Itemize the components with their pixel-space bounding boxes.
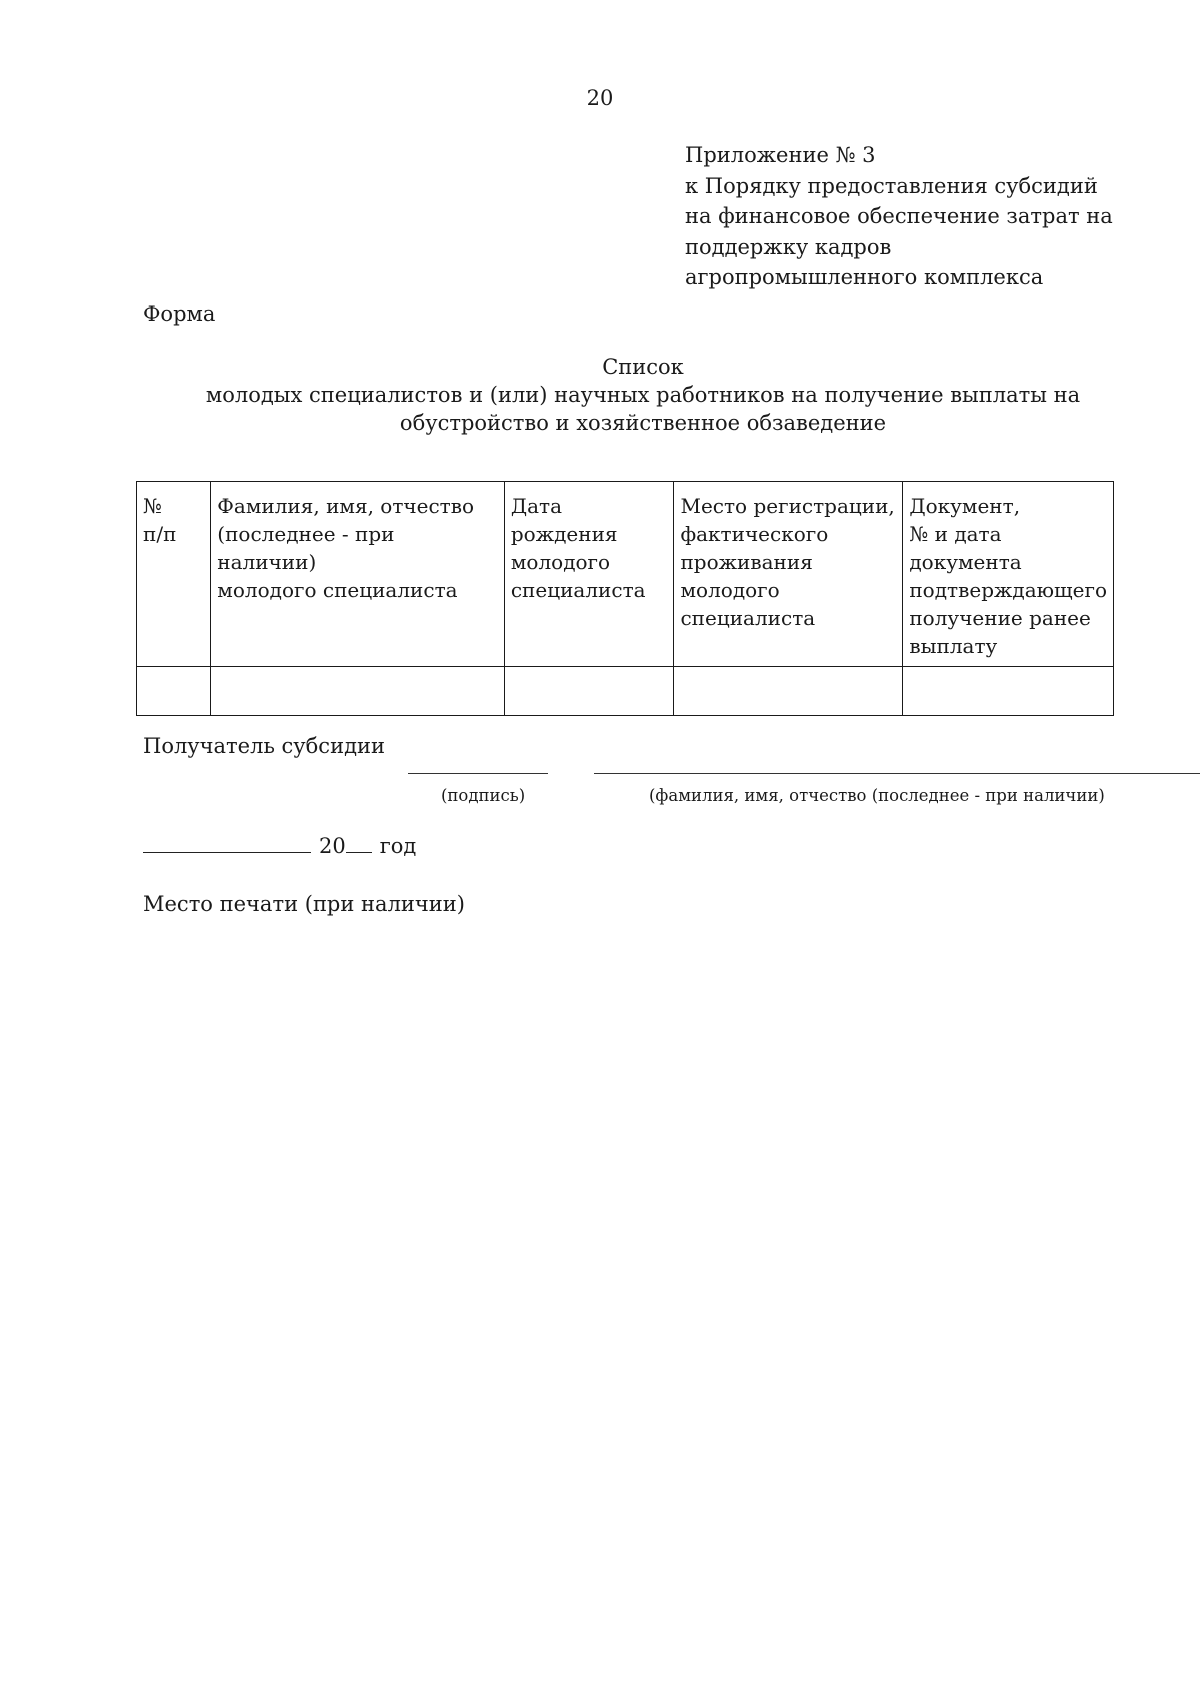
stamp-label: Место печати (при наличии) bbox=[143, 892, 465, 916]
header-cell-document bbox=[903, 482, 1114, 667]
header-text: Фамилия, имя, отчество (последнее - при наличии) молодого специалиста bbox=[217, 494, 475, 602]
year-suffix: год bbox=[379, 834, 417, 858]
year-blank[interactable] bbox=[346, 832, 372, 853]
header-cell-birth-date bbox=[504, 482, 674, 667]
signature-line[interactable] bbox=[408, 773, 548, 774]
table-cell[interactable] bbox=[504, 667, 674, 716]
header-text: Место регистрации, фактического проживания молодого специалиста bbox=[680, 494, 895, 630]
recipient-label: Получатель субсидии bbox=[143, 734, 385, 758]
title-heading: Список bbox=[602, 355, 684, 379]
appendix-line: агропромышленного комплекса bbox=[685, 265, 1044, 289]
appendix-reference bbox=[685, 140, 1113, 293]
table-header-row bbox=[137, 482, 1114, 667]
table-cell[interactable] bbox=[903, 667, 1114, 716]
header-cell-full-name bbox=[211, 482, 505, 667]
header-text: № п/п bbox=[143, 494, 177, 546]
document-title bbox=[143, 353, 1143, 437]
full-name-caption: (фамилия, имя, отчество (последнее - при наличии) bbox=[649, 786, 1105, 805]
table-cell[interactable] bbox=[211, 667, 505, 716]
header-cell-number bbox=[137, 482, 211, 667]
full-name-line[interactable] bbox=[594, 773, 1200, 774]
header-text: Документ, № и дата документа подтверждающего получение ранее выплату bbox=[909, 494, 1107, 658]
appendix-line: на финансовое обеспечение затрат на bbox=[685, 204, 1113, 228]
header-cell-residence bbox=[674, 482, 903, 667]
date-line bbox=[143, 832, 416, 858]
page-number: 20 bbox=[586, 86, 614, 110]
appendix-line: поддержку кадров bbox=[685, 234, 892, 259]
year-prefix: 20 bbox=[319, 834, 346, 858]
table-row bbox=[137, 667, 1114, 716]
title-line-1: молодых специалистов и (или) научных работников на получение выплаты на bbox=[205, 383, 1081, 407]
title-line-2: обустройство и хозяйственное обзаведение bbox=[399, 411, 887, 435]
table-cell[interactable] bbox=[674, 667, 903, 716]
appendix-line: Приложение № 3 bbox=[685, 143, 876, 167]
form-label: Форма bbox=[143, 302, 216, 326]
signature-caption: (подпись) bbox=[441, 786, 526, 805]
specialists-table bbox=[136, 481, 1114, 716]
date-blank[interactable] bbox=[143, 832, 311, 853]
header-text: Дата рождения молодого специалиста bbox=[510, 494, 646, 602]
table-cell[interactable] bbox=[137, 667, 211, 716]
appendix-line: к Порядку предоставления субсидий bbox=[685, 173, 1098, 198]
